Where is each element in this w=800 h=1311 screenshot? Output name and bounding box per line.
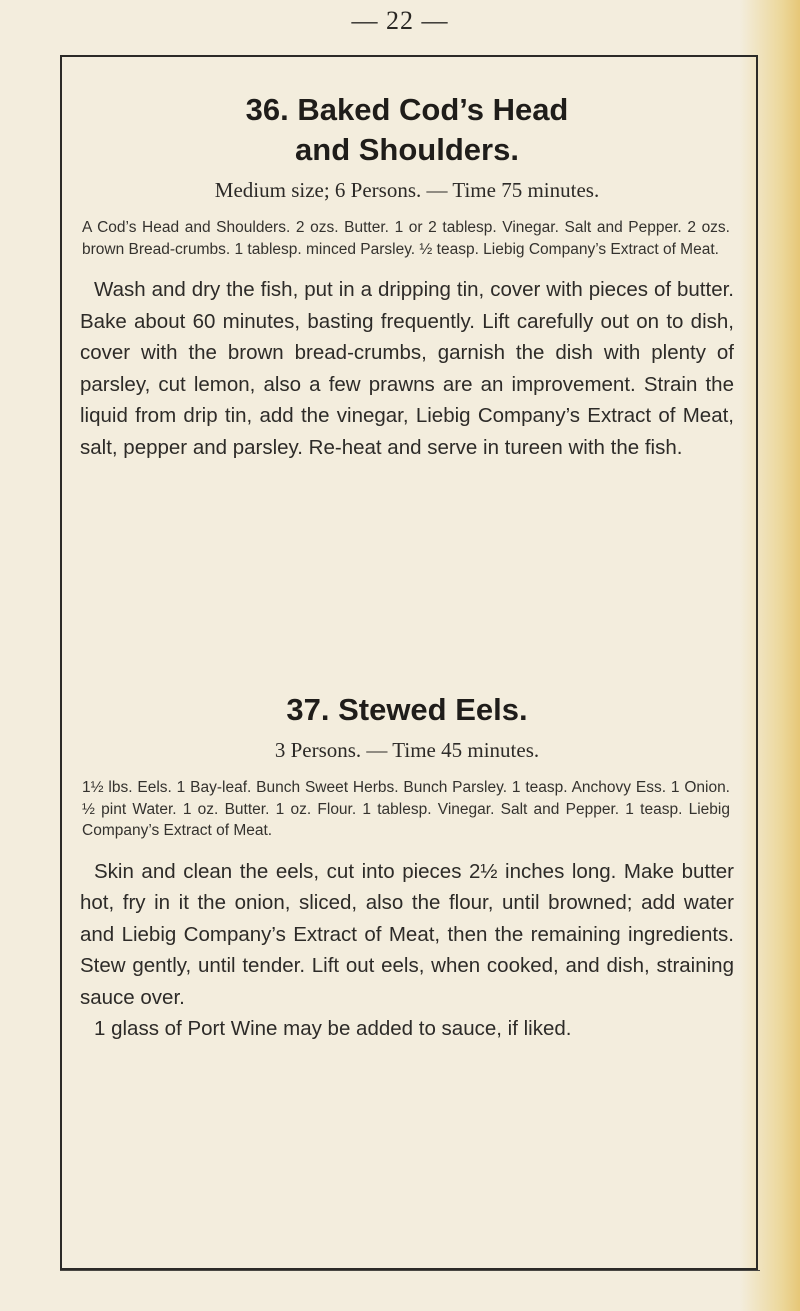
recipe-title: 37. Stewed Eels.: [286, 692, 528, 727]
method-text: Wash and dry the fish, put in a dripping tin, cover with pieces of butter. Bake about 60 minutes, basting frequently. Lift carefully out on to dish, cover with the brown bread-crumbs, garnish the dish with plenty of parsley, cut lemon, also a few prawns are an improvement. Strain the liquid from drip tin, add the vinegar, Liebig Company’s Extract of Meat, salt, pepper and parsley. Re-heat and serve in tureen with the fish.: [80, 278, 734, 459]
recipe-title: [68, 90, 746, 170]
ingredients-list: A Cod’s Head and Shoulders. 2 ozs. Butter. 1 or 2 tablesp. Vinegar. Salt and Pepper. 2 ozs. brown Bread-crumbs. 1 tablesp. minced Parsley. ½ teasp. Liebig Company’s Extract of Meat.: [82, 219, 730, 258]
recipe-meta: Medium size; 6 Persons. — Time 75 minutes.: [214, 178, 600, 202]
method-text: Skin and clean the eels, cut into pieces 2½ inches long. Make butter hot, fry in it the onion, sliced, also the flour, until browned; add water and Liebig Company’s Extract of Meat, then the remaining ingredients. Stew gently, until tender. Lift out eels, when cooked, and dish, straining sauce over.: [80, 859, 734, 1009]
recipe-note: 1 glass of Port Wine may be added to sauce, if liked.: [94, 1017, 572, 1040]
recipe-title-line-2: and Shoulders.: [295, 132, 519, 167]
ingredients-list: 1½ lbs. Eels. 1 Bay-leaf. Bunch Sweet Herbs. Bunch Parsley. 1 teasp. Anchovy Ess. 1 Onion. ½ pint Water. 1 oz. Butter. 1 oz. Flour. 1 tablesp. Vinegar. Salt and Pepper. 1 teasp. Liebig Company’s Extract of Meat.: [82, 779, 730, 839]
page-number: — 22 —: [351, 6, 449, 35]
recipe-meta: 3 Persons. — Time 45 minutes.: [274, 738, 540, 762]
recipe-37: [68, 690, 746, 1045]
recipe-36: [68, 90, 746, 463]
recipe-title-line-1: 36. Baked Cod’s Head: [245, 92, 569, 127]
page-border-bottom-rule: [60, 1270, 760, 1271]
